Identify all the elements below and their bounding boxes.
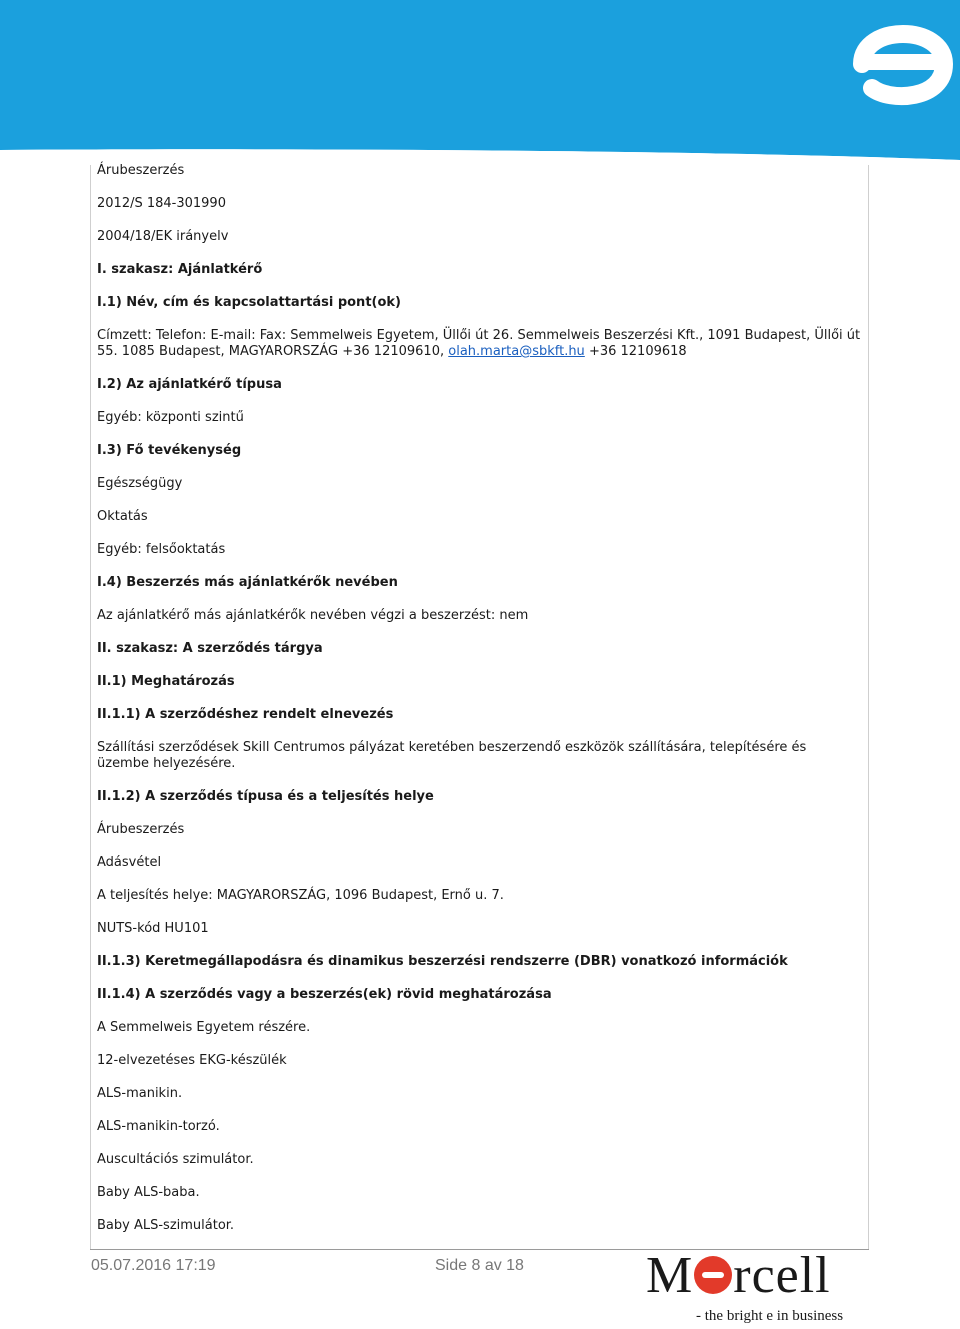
section-heading: II.1) Meghatározás — [97, 674, 235, 689]
section-heading: I.2) Az ajánlatkérő típusa — [97, 377, 282, 392]
address-paragraph — [97, 328, 862, 360]
footer-page-number: Side 8 av 18 — [435, 1257, 524, 1274]
email-link[interactable]: olah.marta@sbkft.hu — [448, 344, 585, 359]
section-heading: I.3) Fő tevékenység — [97, 443, 242, 458]
frame-right-border — [868, 165, 869, 1250]
section-heading: II.1.4) A szerződés vagy a beszerzés(ek) rövid meghatározása — [97, 987, 552, 1002]
doc-line: 2012/S 184-301990 — [97, 196, 226, 211]
doc-line: Baby ALS-baba. — [97, 1185, 200, 1200]
doc-line: Adásvétel — [97, 855, 162, 870]
logo-word-end: rcell — [733, 1247, 831, 1304]
doc-line: ALS-manikin-torzó. — [97, 1119, 220, 1134]
section-heading: I.4) Beszerzés más ajánlatkérők nevében — [97, 575, 398, 590]
doc-line: A teljesítés helye: MAGYARORSZÁG, 1096 Budapest, Ernő u. 7. — [97, 888, 504, 903]
document-body — [97, 163, 862, 1251]
frame-left-border — [90, 165, 91, 1250]
doc-line: 12-elvezetéses EKG-készülék — [97, 1053, 287, 1068]
doc-line: Szállítási szerződések Skill Centrumos pályázat keretében beszerzendő eszközök szállítására, telepítésére és üzembe helyezésére. — [97, 740, 807, 771]
doc-line: ALS-manikin. — [97, 1086, 183, 1101]
section-heading: II.1.1) A szerződéshez rendelt elnevezés — [97, 707, 394, 722]
marcell-logo — [640, 1247, 870, 1328]
doc-line: Az ajánlatkérő más ajánlatkérők nevében végzi a beszerzést: nem — [97, 608, 529, 623]
section-heading: I.1) Név, cím és kapcsolattartási pont(ok) — [97, 295, 401, 310]
doc-line: Egyéb: felsőoktatás — [97, 542, 226, 557]
address-text: Címzett: Telefon: E-mail: Fax: Semmelweis Egyetem, Üllői út 26. Semmelweis Beszerzési Kft., 1091 Budapest, Üllői út 55. 1085 Budapest, MAGYARORSZÁG +36 12109610, — [97, 328, 861, 359]
doc-line: Oktatás — [97, 509, 148, 524]
doc-line: Egészségügy — [97, 476, 183, 491]
doc-line: 2004/18/EK irányelv — [97, 229, 229, 244]
doc-line: Árubeszerzés — [97, 822, 185, 837]
logo-tagline: - the bright e in business — [696, 1308, 844, 1324]
doc-line: Egyéb: központi szintű — [97, 410, 244, 425]
logo-wordmark — [646, 1246, 831, 1305]
header-wave-graphic — [0, 0, 960, 160]
doc-line: Árubeszerzés — [97, 163, 185, 178]
section-heading: I. szakasz: Ajánlatkérő — [97, 262, 263, 277]
doc-line: A Semmelweis Egyetem részére. — [97, 1020, 311, 1035]
section-heading: II.1.2) A szerződés típusa és a teljesítés helye — [97, 789, 434, 804]
section-heading: II.1.3) Keretmegállapodásra és dinamikus beszerzési rendszerre (DBR) vonatkozó információk — [97, 954, 788, 969]
doc-line: Auscultációs szimulátor. — [97, 1152, 254, 1167]
doc-line: NUTS-kód HU101 — [97, 921, 209, 936]
section-heading: II. szakasz: A szerződés tárgya — [97, 641, 323, 656]
address-phone: +36 12109618 — [584, 344, 687, 359]
doc-line: Baby ALS-szimulátor. — [97, 1218, 235, 1233]
logo-e-icon — [694, 1256, 732, 1294]
logo-word-start: M — [646, 1247, 694, 1304]
footer-date: 05.07.2016 17:19 — [91, 1257, 216, 1274]
header-band — [0, 0, 960, 160]
